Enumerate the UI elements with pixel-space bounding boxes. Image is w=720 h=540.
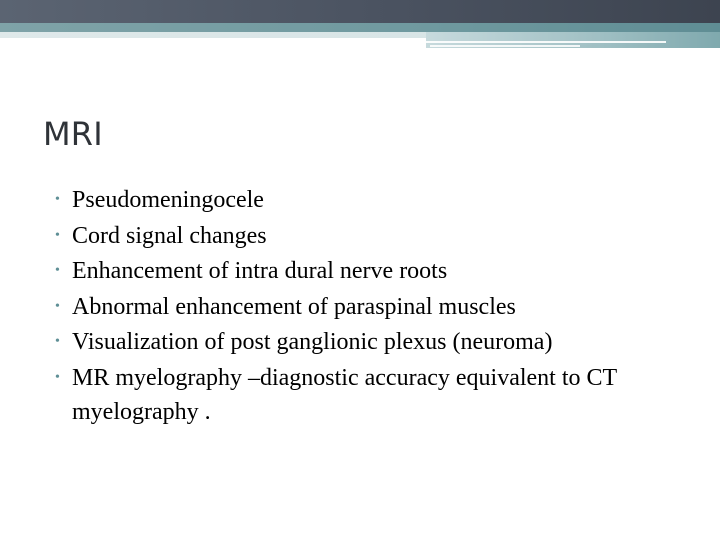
bullet-text: Abnormal enhancement of paraspinal muscles (72, 293, 516, 320)
bullet-item (55, 361, 695, 430)
bullet-text: Cord signal changes (72, 222, 267, 249)
bullet-text: Visualization of post ganglionic plexus (neuroma) (72, 329, 553, 355)
bullet-text: MR myelography –diagnostic accuracy equivalent to CT myelography . (72, 364, 617, 425)
header-band-teal (0, 23, 720, 32)
bullet-list (55, 183, 695, 431)
header-accent-line-short (430, 45, 580, 47)
bullet-icon: • (55, 263, 60, 278)
bullet-item (55, 219, 695, 254)
bullet-icon: • (55, 298, 60, 314)
bullet-icon: • (55, 369, 60, 385)
bullet-text: Pseudomeningocele (72, 187, 264, 213)
bullet-icon: • (55, 334, 60, 349)
header-band-dark (0, 0, 720, 23)
bullet-icon: • (55, 192, 60, 207)
bullet-icon: • (55, 227, 60, 243)
bullet-item (55, 290, 695, 325)
slide-title: MRI (43, 115, 103, 153)
bullet-item (55, 254, 695, 289)
bullet-item (55, 183, 695, 218)
header-accent-line (426, 41, 666, 43)
bullet-text: Enhancement of intra dural nerve roots (72, 258, 448, 284)
bullet-item (55, 325, 695, 360)
